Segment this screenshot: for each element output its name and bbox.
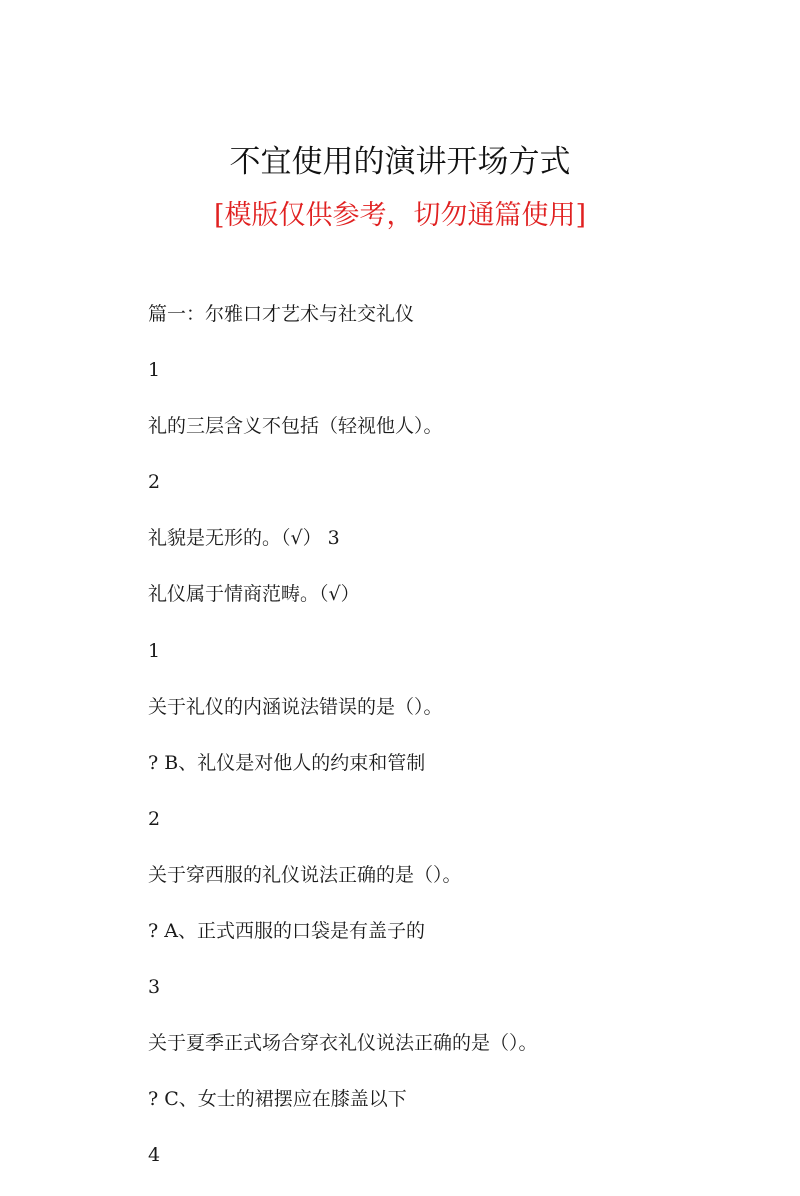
section-heading: 篇一：尔雅口才艺术与社交礼仪 (148, 303, 415, 325)
question-text: 礼的三层含义不包括（轻视他人）。 (148, 415, 443, 438)
template-notice: [模版仅供参考，切勿通篇使用] (213, 200, 587, 231)
question-number: 3 (148, 976, 161, 999)
answer-text: ? A、正式西服的口袋是有盖子的 (148, 920, 425, 943)
answer-text: ? B、礼仪是对他人的约束和管制 (148, 751, 426, 774)
question-number: 2 (148, 807, 161, 830)
question-number: 1 (148, 639, 161, 662)
question-number: 4 (148, 1144, 161, 1167)
question-text: 关于礼仪的内涵说法错误的是（）。 (148, 695, 443, 718)
document-title: 不宜使用的演讲开场方式 (229, 144, 571, 180)
question-text: 关于夏季正式场合穿衣礼仪说法正确的是（）。 (148, 1032, 538, 1055)
question-number: 2 (148, 471, 161, 494)
question-text: 礼仪属于情商范畴。（√） (148, 583, 360, 606)
question-number: 1 (148, 359, 161, 382)
question-text: 礼貌是无形的。（√） 3 (148, 527, 340, 550)
answer-text: ? C、女士的裙摆应在膝盖以下 (148, 1088, 407, 1111)
document-body (148, 298, 768, 1196)
question-text: 关于穿西服的礼仪说法正确的是（）。 (148, 863, 462, 886)
